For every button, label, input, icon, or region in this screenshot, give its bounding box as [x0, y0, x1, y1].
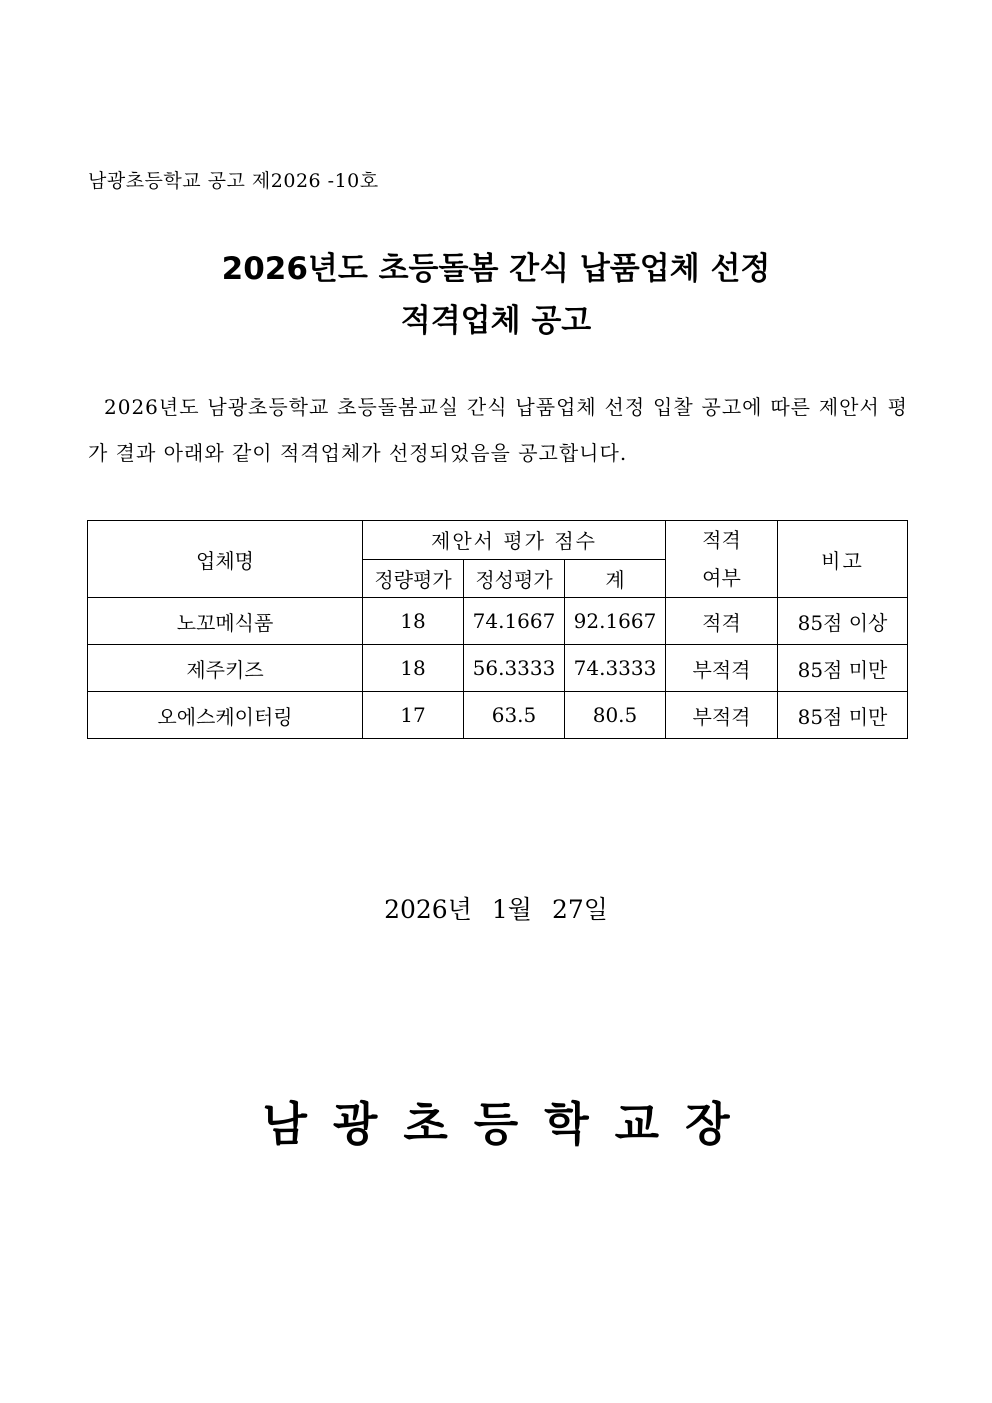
header-eligibility	[666, 521, 778, 598]
notice-number: 남광초등학교 공고 제2026 -10호	[88, 170, 379, 192]
cell-company: 노꼬메식품	[88, 598, 363, 645]
table-row	[88, 692, 908, 739]
header-note: 비고	[778, 521, 908, 598]
cell-company: 제주키즈	[88, 645, 363, 692]
cell-quantitative: 17	[363, 692, 464, 739]
cell-total: 80.5	[565, 692, 666, 739]
date-month: 1월	[491, 895, 532, 924]
table-row	[88, 645, 908, 692]
cell-company: 오에스케이터링	[88, 692, 363, 739]
header-company: 업체명	[88, 521, 363, 598]
evaluation-results-table	[87, 520, 908, 739]
cell-quantitative: 18	[363, 645, 464, 692]
header-eligibility-line-2: 여부	[702, 566, 741, 590]
cell-qualitative: 63.5	[464, 692, 565, 739]
cell-eligibility: 부적격	[666, 692, 778, 739]
table-row	[88, 598, 908, 645]
header-total: 계	[565, 559, 666, 598]
cell-quantitative: 18	[363, 598, 464, 645]
body-paragraph	[88, 384, 908, 476]
cell-eligibility: 적격	[666, 598, 778, 645]
cell-total: 74.3333	[565, 645, 666, 692]
header-quantitative: 정량평가	[363, 559, 464, 598]
cell-note: 85점 미만	[778, 645, 908, 692]
document-title-line-2: 적격업체 공고	[400, 303, 592, 339]
header-score-group: 제안서 평가 점수	[363, 521, 666, 560]
header-qualitative: 정성평가	[464, 559, 565, 598]
date-year: 2026년	[384, 895, 472, 924]
body-text: 2026년도 남광초등학교 초등돌봄교실 간식 납품업체 선정 입찰 공고에 따른 제안서 평가 결과 아래와 같이 적격업체가 선정되었음을 공고합니다.	[88, 395, 908, 465]
cell-total: 92.1667	[565, 598, 666, 645]
notice-date	[0, 890, 992, 926]
principal-signature: 남광초등학교장	[262, 1097, 756, 1151]
document-title-line-1: 2026년도 초등돌봄 간식 납품업체 선정	[221, 251, 771, 287]
cell-eligibility: 부적격	[666, 645, 778, 692]
cell-qualitative: 56.3333	[464, 645, 565, 692]
cell-qualitative: 74.1667	[464, 598, 565, 645]
cell-note: 85점 이상	[778, 598, 908, 645]
cell-note: 85점 미만	[778, 692, 908, 739]
header-eligibility-line-1: 적격	[702, 528, 741, 552]
date-day: 27일	[551, 895, 608, 924]
